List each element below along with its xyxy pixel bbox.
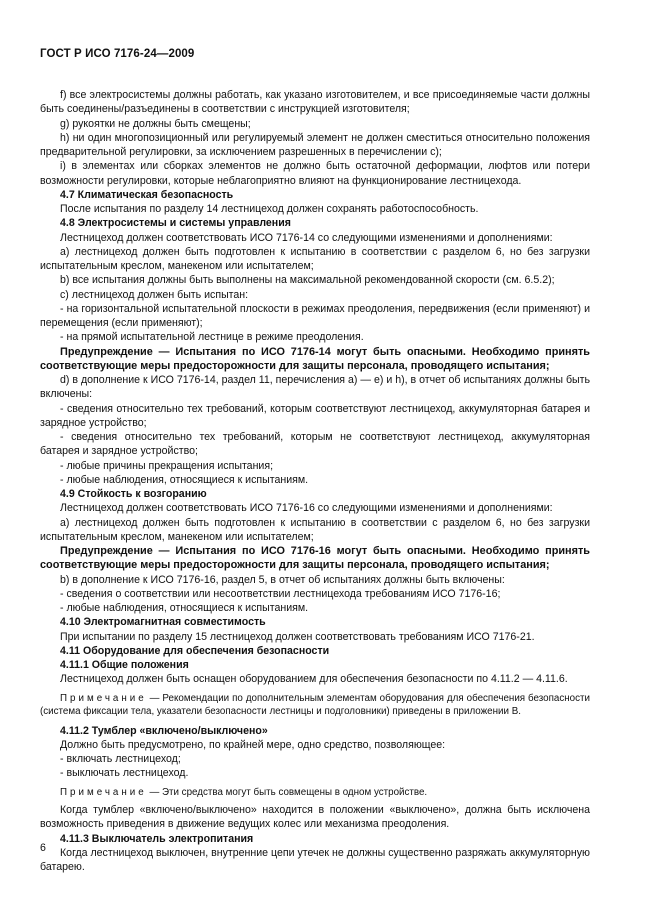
body-paragraph: а) лестницеход должен быть подготовлен к испытанию в соответствии с разделом 6, но без загрузки испытательным креслом, манекеном или испытателем;: [40, 516, 590, 543]
body-paragraph: Лестницеход должен соответствовать ИСО 7176-16 со следующими изменениями и дополнениями:: [60, 502, 553, 515]
body-paragraph: - любые наблюдения, относящиеся к испытаниям.: [60, 473, 309, 486]
note-label: Примечание: [60, 692, 147, 704]
body-paragraph: g) рукоятки не должны быть смещены;: [60, 117, 251, 130]
document-header: ГОСТ Р ИСО 7176-24—2009: [40, 48, 195, 60]
body-paragraph: Лестницеход должен соответствовать ИСО 7176-14 со следующими изменениями и дополнениями:: [60, 231, 553, 244]
body-paragraph: - выключать лестницеход.: [60, 767, 189, 780]
body-paragraph: d) в дополнение к ИСО 7176-14, раздел 11, перечисления а) — е) и h), в отчет об испытаниях должны быть включены:: [40, 374, 590, 401]
body-paragraph: c) лестницеход должен быть испытан:: [60, 288, 249, 301]
body-paragraph: Лестницеход должен быть оснащен оборудованием для обеспечения безопасности по 4.11.2 — 4.11.6.: [60, 673, 568, 686]
note-text: — Рекомендации по дополнительным элементам оборудования для обеспечения безопасности (система фиксации тела, указатели безопасности лестницы и подголовники) приведены в приложении В.: [40, 692, 590, 717]
body-paragraph: Должно быть предусмотрено, по крайней мере, одно средство, позволяющее:: [60, 738, 446, 751]
page-number: 6: [40, 842, 46, 854]
section-heading: 4.11.2 Тумблер «включено/выключено»: [60, 724, 268, 737]
body-paragraph: После испытания по разделу 14 лестницеход должен сохранять работоспособность.: [60, 203, 479, 215]
body-paragraph: - включать лестницеход;: [60, 753, 181, 765]
section-heading: 4.9 Стойкость к возгоранию: [60, 488, 207, 500]
body-paragraph: f) все электросистемы должны работать, как указано изготовителем, и все присоединяемые части должны быть соединены/разъединены в соответствии с инструкцией изготовителя;: [40, 89, 590, 116]
warning-paragraph: Предупреждение — Испытания по ИСО 7176-14 могут быть опасными. Необходимо принять соответствующие меры предосторожности для защиты персонала, проводящего испытания;: [40, 345, 590, 372]
body-paragraph: Когда тумблер «включено/выключено» находится в положении «выключено», должна быть исключена возможность приведения в движение ведущих колес или механизма преодоления.: [40, 804, 590, 831]
body-paragraph: - любые наблюдения, относящиеся к испытаниям.: [60, 602, 309, 614]
body-paragraph: - сведения относительно тех требований, которым соответствуют лестницеход, аккумуляторная батарея и зарядное устройство;: [40, 402, 590, 429]
body-paragraph: - на прямой испытательной лестнице в режиме преодоления.: [60, 331, 364, 344]
body-paragraph: - сведения относительно тех требований, которым не соответствуют лестницеход, аккумуляторная батарея и зарядное устройство;: [40, 431, 590, 458]
body-paragraph: При испытании по разделу 15 лестницеход должен соответствовать требованиям ИСО 7176-21.: [60, 630, 535, 643]
body-paragraph: b) все испытания должны быть выполнены на максимальной рекомендованной скорости (см. 6.5.2);: [60, 274, 555, 287]
note-paragraph: [40, 692, 590, 719]
body-paragraph: а) лестницеход должен быть подготовлен к испытанию в соответствии с разделом 6, но без загрузки испытательным креслом, манекеном или испытателем;: [40, 245, 590, 272]
section-heading: 4.11.1 Общие положения: [60, 659, 189, 671]
section-heading: 4.7 Климатическая безопасность: [60, 188, 234, 201]
body-paragraph: i) в элементах или сборках элементов не должно быть остаточной деформации, люфтов или потери возможности регулировки, которые неблагоприятно влияют на функционирование лестницехода.: [40, 160, 590, 187]
section-heading: 4.11 Оборудование для обеспечения безопасности: [60, 644, 330, 657]
body-paragraph: Когда лестницеход выключен, внутренние цепи утечек не должны существенно разряжать аккумуляторную батарею.: [40, 846, 590, 873]
section-heading: 4.8 Электросистемы и системы управления: [60, 217, 291, 230]
body-paragraph: b) в дополнение к ИСО 7176-16, раздел 5, в отчет об испытаниях должны быть включены:: [60, 573, 505, 586]
section-heading: 4.11.3 Выключатель электропитания: [60, 832, 254, 845]
body-paragraph: - любые причины прекращения испытания;: [60, 459, 274, 472]
note-text: — Эти средства могут быть совмещены в одном устройстве.: [146, 786, 428, 798]
section-heading: 4.10 Электромагнитная совместимость: [60, 616, 266, 629]
warning-paragraph: Предупреждение — Испытания по ИСО 7176-16 могут быть опасными. Необходимо принять соответствующие меры предосторожности для защиты персонала, проводящего испытания;: [40, 545, 590, 572]
note-paragraph: [40, 786, 590, 800]
body-paragraph: - сведения о соответствии или несоответствии лестницехода требованиям ИСО 7176-16;: [60, 587, 501, 600]
body-paragraph: h) ни один многопозиционный или регулируемый элемент не должен сместиться относительно положения предварительной регулировки, за исключением разрешенных в перечислении с);: [40, 131, 590, 158]
note-label: Примечание: [60, 786, 147, 798]
body-paragraph: - на горизонтальной испытательной плоскости в режимах преодоления, передвижения (если применяют) и перемещения (если применяют);: [40, 302, 590, 329]
document-body: [40, 88, 590, 874]
